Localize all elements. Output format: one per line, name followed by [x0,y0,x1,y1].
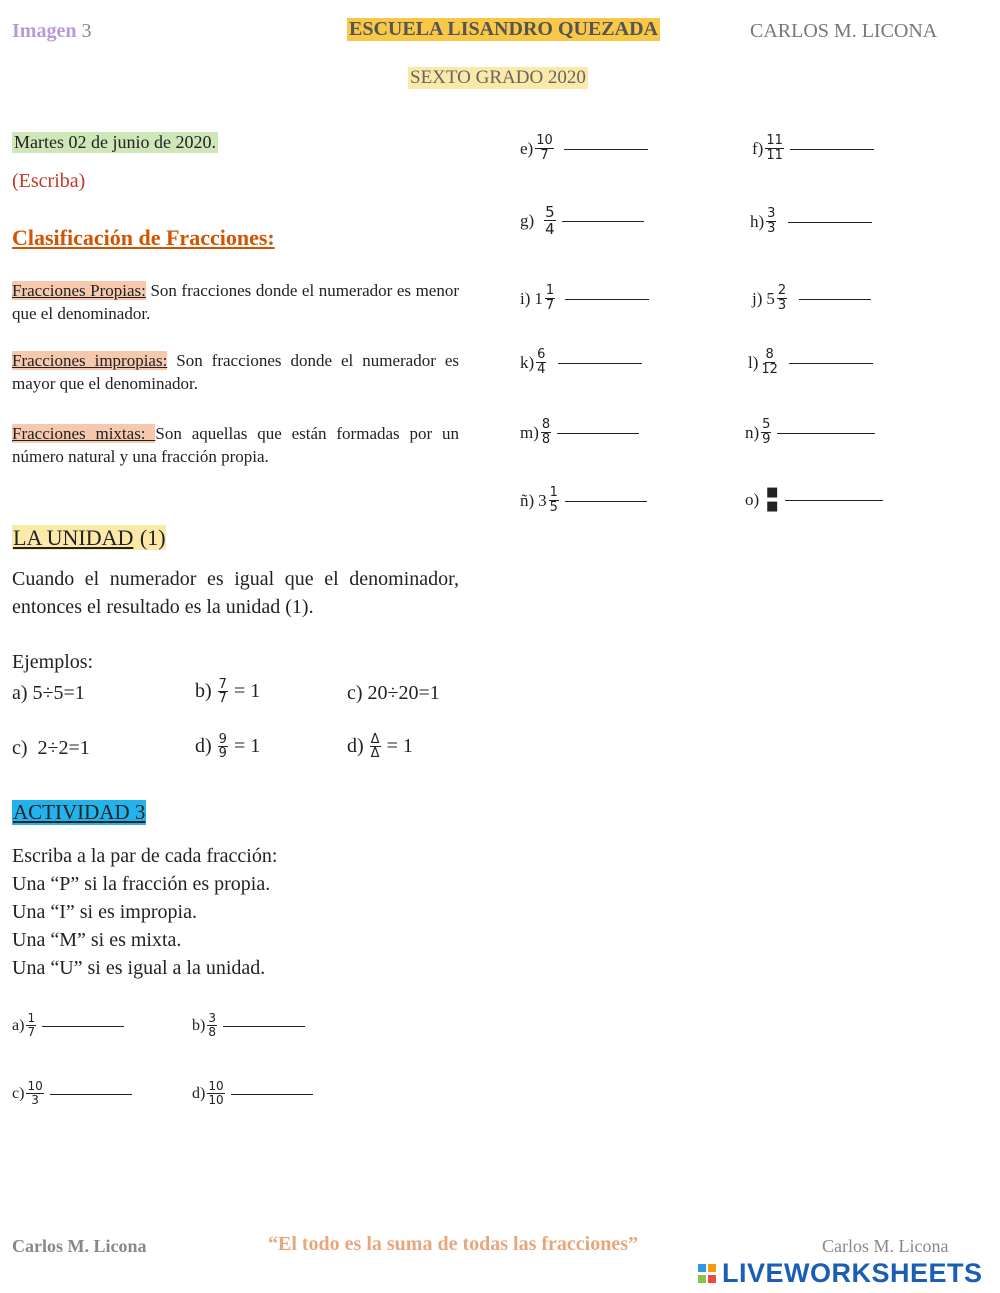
ejemplos-label: Ejemplos: [12,651,94,673]
def-text-propias: Son fracciones donde el numerador es menor que el denominador. [12,281,460,323]
term-impropias: Fracciones impropias: [12,351,168,370]
example-d1 [195,733,260,760]
example-d1-result: = 1 [233,735,261,757]
example-a-text: a) 5÷5=1 [12,682,85,704]
teacher-name: CARLOS M. LICONA [750,20,938,42]
exercise-fraction [541,418,551,447]
example-d1-num: 9 [218,732,227,747]
exercise-label: a) [12,1016,25,1034]
exercise-label: c) [12,1084,25,1102]
mixed-whole: 1 [534,288,543,308]
term-mixtas: Fracciones mixtas: [12,424,156,443]
exercise-label: f) [752,138,764,158]
example-a [12,682,85,705]
exercise-label: i) [520,288,531,308]
exercise-k [520,348,642,377]
example-d2-den: Δ [370,746,380,761]
exercise-fraction [26,1080,43,1107]
example-b-den: 7 [218,691,227,706]
answer-blank-l[interactable] [789,362,873,364]
answer-blank-n[interactable] [777,432,875,434]
imagen-label [12,20,91,43]
example-c1 [347,682,440,705]
liveworksheets-brand: LIVEWORKSHEETS [722,1258,983,1288]
imagen-word: Imagen [12,20,77,42]
unidad-title: LA UNIDAD [13,525,134,550]
def-text-impropias: Son fracciones donde el numerador es mayor que el denominador. [12,351,459,393]
unidad-text: Cuando el numerador es igual que el denominador, entonces el resultado es la unidad (1). [12,568,459,618]
exercise-l [748,348,873,377]
unidad-suffix: (1) [134,525,166,550]
example-d2-label: d) [347,735,364,757]
definition-propias [12,279,459,325]
exercise-h [750,207,872,236]
exercise-n [745,418,875,447]
fraction-denominator: 4 [545,220,555,238]
exercise-label: e) [520,138,534,158]
exercise-fraction [536,348,546,377]
exercise-b [192,1012,305,1039]
exercise-label: j) [752,288,763,308]
exercise-j [752,284,871,313]
exercise-label: m) [520,422,539,442]
unidad-heading [12,525,166,551]
liveworksheets-logo[interactable] [697,1258,983,1289]
exercise-g [520,204,644,237]
actividad-line-1: Escriba a la par de cada fracción: [12,845,278,867]
fraction-denominator: 5 [549,500,558,515]
exercise-label: l) [748,352,759,372]
exercise-label: g) [520,210,535,230]
fraction-denominator: 10 [208,1093,224,1107]
footer-author-left: Carlos M. Licona [12,1236,147,1256]
exercise-i [520,284,649,313]
exercise-e [520,134,648,163]
exercise-fraction [26,1012,36,1039]
actividad-line-5: Una “U” si es igual a la unidad. [12,957,266,979]
exercise-label: b) [192,1016,206,1034]
example-b-result: = 1 [233,680,261,702]
exercise-label: o) [745,490,760,509]
actividad-line-4: Una “M” si es mixta. [12,929,182,951]
exercise-label: d) [192,1084,206,1102]
exercise-fraction [207,1080,224,1107]
example-d2-fraction [370,733,381,760]
fraction-numerator: 1 [27,1011,36,1025]
answer-blank-i[interactable] [565,298,649,300]
exercise-fraction [544,204,556,237]
def-text-mixtas: Son aquellas que están formadas por un número natural y una fracción propia. [12,424,459,466]
example-c1-text: c) 20÷20=1 [347,682,440,704]
grade-label: SEXTO GRADO 2020 [410,67,586,88]
fraction-numerator: 2 [777,283,787,298]
exercise-m [520,418,639,447]
exercise-fraction [765,486,779,514]
date-line: Martes 02 de junio de 2020. [14,132,216,152]
fraction-numerator: 1 [549,485,558,500]
answer-blank-c[interactable] [50,1093,132,1095]
exercise-fraction [761,418,771,447]
exercise-f [752,134,874,163]
fraction-numerator: 3 [208,1011,216,1025]
example-d2-num: Δ [370,732,380,747]
answer-blank-b[interactable] [223,1025,305,1027]
exercise-fraction [760,348,779,377]
mixed-whole: 5 [766,288,775,308]
fraction-denominator: 8 [208,1025,216,1039]
exercise-fraction [549,486,559,515]
imagen-number: 3 [81,20,92,42]
fraction-numerator: ■ [766,485,779,500]
fraction-numerator: 10 [536,133,553,148]
exercise-fraction [777,284,787,313]
example-c2 [12,737,90,760]
example-b-label: b) [195,680,212,702]
exercise-label: n) [745,422,760,442]
fraction-denominator: 9 [762,432,771,447]
answer-blank-j[interactable] [799,298,871,300]
example-d1-label: d) [195,735,212,757]
fraction-numerator: 1 [545,283,555,298]
fraction-numerator: 10 [27,1079,43,1093]
answer-blank-m[interactable] [557,432,639,434]
example-d1-fraction [218,733,228,760]
footer-author-right: Carlos M. Licona [822,1236,949,1256]
fraction-denominator: 4 [537,362,546,377]
example-b-fraction [218,678,228,705]
fraction-denominator: 11 [766,148,783,163]
exercise-enye [520,486,647,515]
fraction-denominator: 12 [761,362,778,377]
definition-mixtas [12,422,459,468]
fraction-denominator: 8 [541,432,551,447]
exercise-d [192,1080,313,1107]
example-d2 [347,733,413,760]
instruction-escriba: (Escriba) [12,170,86,192]
actividad-title: ACTIVIDAD 3 [13,800,146,824]
actividad-line-2: Una “P” si la fracción es propia. [12,873,271,895]
fraction-denominator: ■ [766,499,779,514]
fraction-denominator: 7 [540,148,549,163]
exercise-c [12,1080,132,1107]
fraction-denominator: 3 [31,1093,39,1107]
fraction-denominator: 7 [27,1025,36,1039]
exercise-fraction [766,207,776,236]
exercise-label: ñ) [520,490,535,510]
footer-quote: “El todo es la suma de todas las fracciones” [268,1233,638,1255]
fraction-numerator: 8 [541,417,551,432]
exercise-label: k) [520,352,535,372]
answer-blank-f[interactable] [790,148,874,150]
answer-blank-g[interactable] [562,220,644,222]
answer-blank-a[interactable] [42,1025,124,1027]
exercise-label: h) [750,211,765,231]
answer-blank-e[interactable] [564,148,648,150]
example-d2-result: = 1 [386,735,413,757]
fraction-numerator: 5 [762,417,771,432]
exercise-fraction [765,134,784,163]
example-b [195,678,260,705]
fraction-numerator: 11 [766,133,783,148]
exercise-fraction [545,284,555,313]
example-c2-text: c) 2÷2=1 [12,737,90,759]
example-b-num: 7 [218,677,227,692]
mixed-whole: 3 [538,490,547,510]
exercise-fraction [207,1012,217,1039]
example-d1-den: 9 [218,746,227,761]
fraction-numerator: 6 [537,347,546,362]
fraction-numerator: 3 [767,206,776,221]
exercise-fraction [535,134,554,163]
exercise-o [745,486,883,514]
section-title-clasificacion: Clasificación de Fracciones: [12,225,275,250]
school-name: ESCUELA LISANDRO QUEZADA [349,18,658,40]
term-propias: Fracciones Propias: [12,281,146,300]
answer-blank-o[interactable] [785,499,883,501]
liveworksheets-logo-icon [697,1263,719,1285]
answer-blank-h[interactable] [788,221,872,223]
answer-blank-k[interactable] [558,362,642,364]
fraction-numerator: 10 [208,1079,224,1093]
answer-blank-d[interactable] [231,1093,313,1095]
fraction-denominator: 3 [777,298,787,313]
fraction-denominator: 3 [767,221,776,236]
actividad-line-3: Una “I” si es impropia. [12,901,197,923]
fraction-denominator: 7 [545,298,555,313]
answer-blank-enye[interactable] [565,500,647,502]
fraction-numerator: 5 [545,203,555,221]
definition-impropias [12,349,459,395]
fraction-numerator: 8 [765,347,774,362]
exercise-a [12,1012,124,1039]
